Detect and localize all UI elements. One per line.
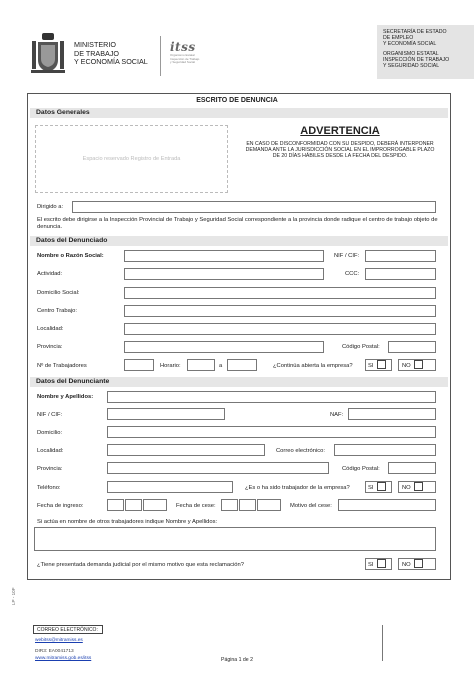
page-number: Página 1 de 2 — [220, 657, 254, 663]
demanda-judicial-label: ¿Tiene presentada demanda judicial por el mismo motivo que esta reclamación? — [37, 562, 244, 568]
denunciado-provincia-label: Provincia: — [37, 344, 63, 350]
denunciado-cp-label: Código Postal: — [342, 344, 380, 350]
demanda-si-checkbox[interactable] — [377, 559, 386, 568]
ingreso-anio-field[interactable] — [143, 499, 167, 511]
coat-of-arms-logo — [30, 31, 66, 77]
form-title: ESCRITO DE DENUNCIA — [196, 97, 278, 104]
num-trabajadores-label: Nº de Trabajadores — [37, 363, 87, 369]
domicilio-social-label: Domicilio Social: — [37, 290, 80, 296]
horario-a-label: a — [219, 363, 223, 369]
naf-label: NAF: — [330, 412, 344, 418]
telefono-label: Teléfono: — [37, 485, 61, 491]
motivo-cese-field[interactable] — [338, 499, 436, 511]
horario-hasta-field[interactable] — [227, 359, 257, 371]
abierta-si-label: SI — [368, 363, 374, 369]
abierta-no-label: NO — [402, 363, 411, 369]
abierta-si-checkbox[interactable] — [377, 360, 386, 369]
trabajador-si-checkbox[interactable] — [377, 482, 386, 491]
ccc-field[interactable] — [365, 268, 436, 280]
organismo-text: ORGANISMO ESTATAL INSPECCIÓN DE TRABAJO Y SEGURIDAD SOCIAL — [383, 51, 450, 69]
naf-field[interactable] — [348, 408, 436, 420]
denunciado-nif-field[interactable] — [365, 250, 436, 262]
otros-trabajadores-label: Si actúa en nombre de otros trabajadores indique Nombre y Apellidos: — [37, 519, 218, 525]
denunciante-localidad-field[interactable] — [107, 444, 265, 456]
section-datos-denunciante: Datos del Denunciante — [30, 377, 448, 387]
centro-trabajo-field[interactable] — [124, 305, 436, 317]
footer-divider — [382, 625, 383, 661]
web-link[interactable]: www.mitramiss.gob.es/itss — [35, 656, 92, 661]
email-label-box: CORREO ELECTRÓNICO: — [33, 625, 103, 634]
continua-abierta-label: ¿Continúa abierta la empresa? — [273, 363, 353, 369]
cese-anio-field[interactable] — [257, 499, 281, 511]
denunciado-provincia-field[interactable] — [124, 341, 324, 353]
denunciante-nif-field[interactable] — [107, 408, 225, 420]
denunciante-cp-label: Código Postal: — [342, 466, 380, 472]
correo-label: Correo electrónico: — [276, 448, 325, 454]
denunciante-domicilio-label: Domicilio: — [37, 430, 63, 436]
ministry-name: MINISTERIO DE TRABAJO Y ECONOMÍA SOCIAL — [74, 40, 148, 67]
motivo-cese-label: Motivo del cese: — [290, 503, 332, 509]
dirigido-label: Dirigido a: — [37, 204, 64, 210]
stamp-placeholder: Espacio reservado Registro de Entrada — [82, 156, 181, 162]
denunciado-cp-field[interactable] — [388, 341, 436, 353]
correo-field[interactable] — [334, 444, 436, 456]
denunciante-localidad-label: Localidad: — [37, 448, 64, 454]
form-code: LP - 10F — [11, 587, 16, 605]
section-datos-generales: Datos Generales — [30, 108, 448, 118]
warning-text: EN CASO DE DISCONFORMIDAD CON SU DESPIDO, DEBERÁ INTERPONER DEMANDA ANTE LA JURISDICCIÓN SOCIAL EN EL IMPRORROGABLE PLAZO DE 20 DÍAS HÁBILES DESDE LA FECHA DEL DESPIDO. — [245, 141, 435, 160]
secretaria-text: SECRETARÍA DE ESTADO DE EMPLEO Y ECONOMÍA SOCIAL — [383, 29, 447, 47]
denunciante-nif-label: NIF / CIF: — [37, 412, 63, 418]
otros-trabajadores-field[interactable] — [34, 527, 436, 551]
denunciado-localidad-field[interactable] — [124, 323, 436, 335]
actividad-field[interactable] — [124, 268, 324, 280]
registry-stamp-area — [35, 125, 228, 193]
horario-label: Horario: — [160, 363, 181, 369]
denunciante-domicilio-field[interactable] — [107, 426, 436, 438]
fecha-ingreso-label: Fecha de ingreso: — [37, 503, 84, 509]
addressing-note: El escrito debe dirigirse a la Inspección Provincial de Trabajo y Seguridad Social correspondiente a la provincia donde radique el centro de trabajo objeto de denuncia. — [37, 217, 438, 231]
denunciado-localidad-label: Localidad: — [37, 326, 64, 332]
actividad-label: Actividad: — [37, 271, 63, 277]
ingreso-dia-field[interactable] — [107, 499, 124, 511]
trabajador-si-label: SI — [368, 485, 374, 491]
cese-mes-field[interactable] — [239, 499, 256, 511]
nombre-apellidos-label: Nombre y Apellidos: — [37, 394, 94, 400]
domicilio-social-field[interactable] — [124, 287, 436, 299]
trabajador-no-label: NO — [402, 485, 411, 491]
email-link[interactable]: webitss@mitramiss.es — [35, 638, 83, 643]
denunciante-provincia-label: Provincia: — [37, 466, 63, 472]
header-separator — [160, 36, 161, 76]
demanda-no-checkbox[interactable] — [414, 559, 423, 568]
dirigido-field[interactable] — [72, 201, 436, 213]
horario-desde-field[interactable] — [187, 359, 215, 371]
razon-social-label: Nombre o Razón Social: — [37, 253, 104, 259]
razon-social-field[interactable] — [124, 250, 324, 262]
itss-logo-subtitle: Organismo Estatal Inspección de Trabajo y Seguridad Social — [170, 53, 200, 65]
itss-logo — [170, 40, 204, 72]
denunciante-provincia-field[interactable] — [107, 462, 329, 474]
demanda-no-label: NO — [402, 562, 411, 568]
denunciante-cp-field[interactable] — [388, 462, 436, 474]
denunciado-nif-label: NIF / CIF: — [334, 253, 360, 259]
header-agency-box — [377, 25, 474, 79]
ingreso-mes-field[interactable] — [125, 499, 142, 511]
nombre-apellidos-field[interactable] — [107, 391, 436, 403]
trabajador-no-checkbox[interactable] — [414, 482, 423, 491]
dir3-code: DIR3: EA0041713 — [35, 649, 74, 654]
centro-trabajo-label: Centro Trabajo: — [37, 308, 77, 314]
num-trabajadores-field[interactable] — [124, 359, 154, 371]
itss-logo-text: itss — [170, 40, 196, 54]
es-trabajador-label: ¿Es o ha sido trabajador de la empresa? — [245, 485, 350, 491]
section-datos-denunciado: Datos del Denunciado — [30, 236, 448, 246]
cese-dia-field[interactable] — [221, 499, 238, 511]
ccc-label: CCC: — [345, 271, 360, 277]
abierta-no-checkbox[interactable] — [414, 360, 423, 369]
demanda-si-label: SI — [368, 562, 374, 568]
telefono-field[interactable] — [107, 481, 233, 493]
fecha-cese-label: Fecha de cese: — [176, 503, 216, 509]
warning-title: ADVERTENCIA — [300, 125, 380, 137]
